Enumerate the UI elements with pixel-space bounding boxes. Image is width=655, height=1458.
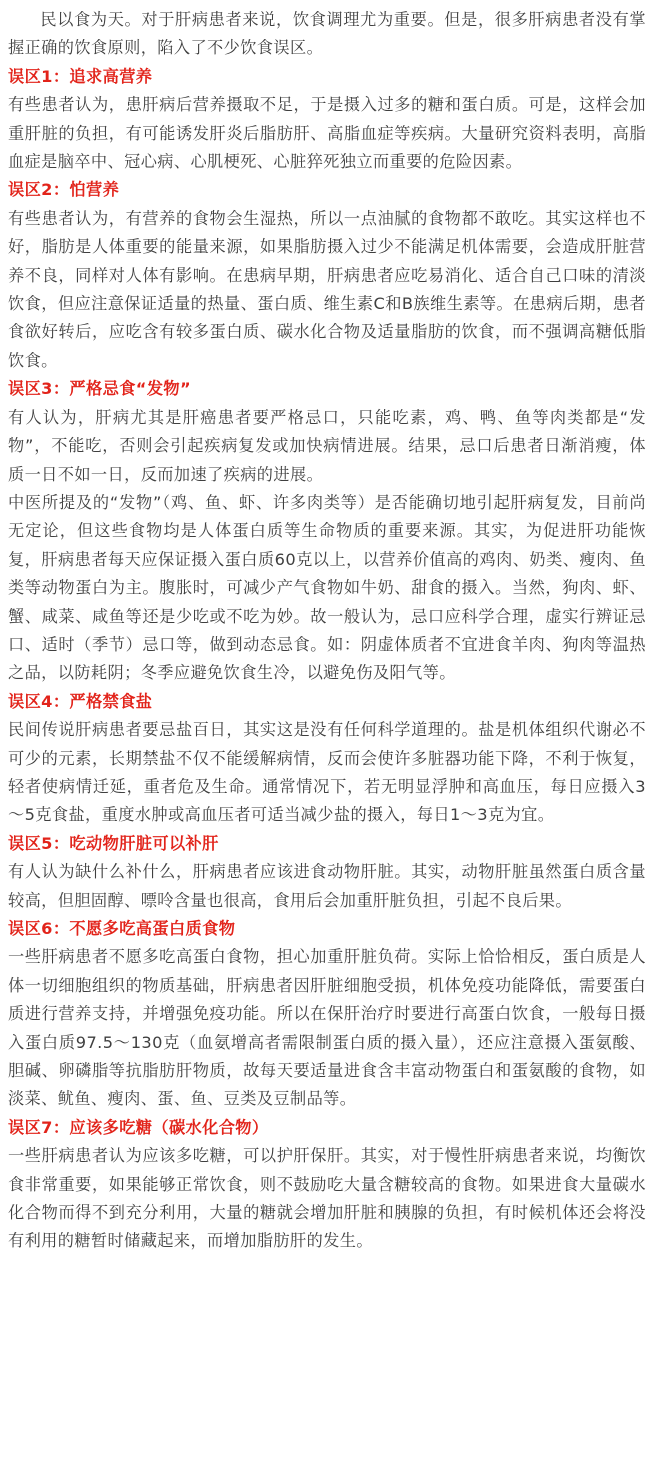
section-heading-5: 误区5：吃动物肝脏可以补肝 [8,833,219,853]
section-2-paragraph-1: 有些患者认为，有营养的食物会生湿热，所以一点油腻的食物都不敢吃。其实这样也不好，脂肪是人体重要的能量来源，如果脂肪摄入过少不能满足机体需要，会造成肝脏营养不良，同样对人体有影响。在患病早期，肝病患者应吃易消化、适合自己口味的清淡饮食，但应注意保证适量的热量、蛋白质、维生素C和B族维生素等。在患病后期，患者食欲好转后，应吃含有较多蛋白质、碳水化合物及适量脂肪的饮食，而不强调高糖低脂饮食。 [8,208,646,370]
section-1-paragraph-1: 有些患者认为，患肝病后营养摄取不足，于是摄入过多的糖和蛋白质。可是，这样会加重肝脏的负担，有可能诱发肝炎后脂肪肝、高脂血症等疾病。大量研究资料表明，高脂血症是脑卒中、冠心病、心肌梗死、心脏猝死独立而重要的危险因素。 [8,95,646,172]
section-3-paragraph-1: 有人认为，肝病尤其是肝癌患者要严格忌口，只能吃素，鸡、鸭、鱼等肉类都是“发物”，不能吃，否则会引起疾病复发或加快病情进展。结果，忌口后患者日渐消瘦，体质一日不如一日，反而加速了疾病的进展。 [8,407,646,484]
section-heading-3: 误区3：严格忌食“发物” [8,379,192,399]
intro-paragraph: 民以食为天。对于肝病患者来说，饮食调理尤为重要。但是，很多肝病患者没有掌握正确的饮食原则，陷入了不少饮食误区。 [8,10,646,58]
section-heading-7: 误区7：应该多吃糖（碳水化合物） [8,1117,269,1137]
section-6-paragraph-1: 一些肝病患者不愿多吃高蛋白食物，担心加重肝脏负荷。实际上恰恰相反，蛋白质是人体一切细胞组织的物质基础，肝病患者因肝脏细胞受损，机体免疫功能降低，需要蛋白质进行营养支持，并增强免疫功能。所以在保肝治疗时要进行高蛋白饮食，一般每日摄入蛋白质97.5～130克（血氨增高者需限制蛋白质的摄入量），还应注意摄入蛋氨酸、胆碱、卵磷脂等抗脂肪肝物质，故每天要适量进食含丰富动物蛋白和蛋氨酸的食物，如淡菜、鱿鱼、瘦肉、蛋、鱼、豆类及豆制品等。 [8,947,646,1109]
section-heading-6: 误区6：不愿多吃高蛋白质食物 [8,919,236,938]
section-heading-2: 误区2：怕营养 [8,180,120,200]
section-5-paragraph-1: 有人认为缺什么补什么，肝病患者应该进食动物肝脏。其实，动物肝脏虽然蛋白质含量较高，但胆固醇、嘌呤含量也很高，食用后会加重肝脏负担，引起不良后果。 [8,862,646,910]
section-heading-4: 误区4：严格禁食盐 [8,691,153,711]
section-3-paragraph-2: 中医所提及的“发物”（鸡、鱼、虾、许多肉类等）是否能确切地引起肝病复发，目前尚无定论，但这些食物均是人体蛋白质等生命物质的重要来源。其实，为促进肝功能恢复，肝病患者每天应保证摄入蛋白质60克以上，以营养价值高的鸡肉、奶类、瘦肉、鱼类等动物蛋白为主。腹胀时，可减少产气食物如牛奶、甜食的摄入。当然，狗肉、虾、蟹、咸菜、咸鱼等还是少吃或不吃为妙。故一般认为，忌口应科学合理，虚实行辨证忌口、适时（季节）忌口等，做到动态忌食。如：阴虚体质者不宜进食羊肉、狗肉等温热之品，以防耗阴；冬季应避免饮食生冷，以避免伤及阳气等。 [8,492,646,683]
section-4-paragraph-1: 民间传说肝病患者要忌盐百日，其实这是没有任何科学道理的。盐是机体组织代谢必不可少的元素，长期禁盐不仅不能缓解病情，反而会使许多脏器功能下降，不利于恢复，轻者使病情迁延，重者危及生命。通常情况下，若无明显浮肿和高血压，每日应摄入3～5克食盐，重度水肿或高血压者可适当减少盐的摄入，每日1～3克为宜。 [8,720,646,825]
section-7-paragraph-1: 一些肝病患者认为应该多吃糖，可以护肝保肝。其实，对于慢性肝病患者来说，均衡饮食非常重要，如果能够正常饮食，则不鼓励吃大量含糖较高的食物。如果进食大量碳水化合物而得不到充分利用，大量的糖就会增加肝脏和胰腺的负担，有时候机体还会将没有利用的糖暂时储藏起来，而增加脂肪肝的发生。 [8,1146,646,1251]
section-heading-1: 误区1：追求高营养 [8,66,153,86]
